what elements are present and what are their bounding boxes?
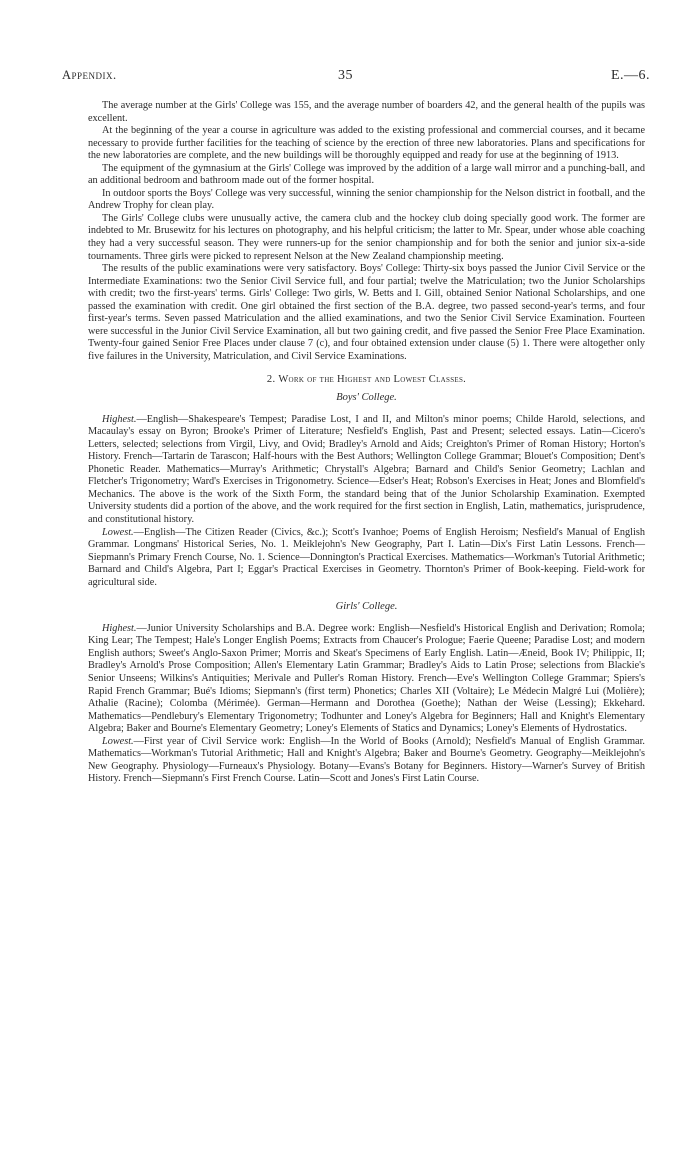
paragraph-clubs: The Girls' College clubs were unusually active, the camera club and the hockey club doing specially good work. The former are indebted to Mr. Brusewitz for his lectures on photography, and his helpful criticism; the latter to Mr. Spear, under whose able coaching they had a very successful season. They were runners-up for the senior championship and for both the senior and junior six-a-side tournaments. Three girls were picked to represent Nelson at the New Zealand championship meeting. (88, 212, 645, 262)
girls-lowest-paragraph (88, 736, 645, 786)
boys-highest-label: Highest. (102, 413, 137, 425)
document-reference: E.—6. (610, 68, 650, 83)
boys-highest-paragraph (88, 414, 645, 527)
header-appendix: Appendix. (62, 68, 117, 82)
paragraph-gymnasium: The equipment of the gymnasium at the Girls' College was improved by the addition of a large wall mirror and a punching-ball, and an additional bedroom and bathroom made out of the former hospital. (88, 162, 645, 187)
girls-college-heading: Girls' College. (335, 601, 398, 613)
section-number: 2. (266, 374, 276, 386)
paragraph-sports: In outdoor sports the Boys' College was very successful, winning the senior championship for the Nelson district in football, and the Andrew Trophy for clean play. (88, 187, 645, 212)
section-title: Work of the Highest and Lowest Classes. (278, 374, 467, 386)
girls-highest-label: Highest. (102, 622, 137, 634)
paragraph-agriculture: At the beginning of the year a course in agriculture was added to the existing professional and commercial courses, and it became necessary to provide further facilities for the teaching of science by the erection of three new laboratories. Plans and specifications for the new laboratories are complete, and the new buildings will be thoroughly equipped and ready for use at the beginning of 1913. (88, 125, 645, 162)
girls-lowest-text: —First year of Civil Service work: English—In the World of Books (Arnold); Nesfield's Manual of English Grammar. Mathematics—Workman's Tutorial Arithmetic; Hall and Knight's Algebra; Baker and Bourne's Geometry. Geography—Meiklejohn's New Geography. Physiology—Furneaux's Physiology. Botany—Evans's Botany for Beginners. History—Warner's Survey of British History. French—Siepmann's First French Course. Latin—Scott and Jones's First Latin Course. (88, 735, 645, 785)
section-heading (88, 374, 645, 387)
boys-highest-text: —English—Shakespeare's Tempest; Paradise Lost, I and II, and Milton's minor poems; Childe Harold, selections, and Macaulay's essay on Byron; Brooke's Primer of Literature; Nesfield's English, Past and Present; selected essays. Latin—Cicero's Letters, selected; selections from Virgil, Livy, and Ovid; Bradley's Arnold and Aids; Creighton's Primer of Roman History; Horton's History. French—Tartarin de Tarascon; Half-hours with the Best Authors; Wellington College Grammar; Blouet's Composition; Dent's Phonetic Reader. Mathematics—Murray's Arithmetic; Chrystall's Algebra; Barnard and Child's Senior Geometry; Lachlan and Fletcher's Trigonometry; Ward's Exercises in Trigonometry. Science—Edser's Heat; Robson's Exercises in Heat; Jones and Blomfield's Mechanics. The above is the work of the Sixth Form, the standard being that of the Junior Scholarship Examination. Exempted University students did a portion of the above, and the work required for the first section in English, Latin, mathematics, jurisprudence, and constitutional history. (88, 413, 645, 525)
boys-college-heading: Boys' College. (336, 392, 397, 404)
paragraph-examinations: The results of the public examinations were very satisfactory. Boys' College: Thirty-six boys passed the Junior Civil Service or the Intermediate Examinations: two the Senior Civil Service full, and four partial; twelve the Matriculation; two the Junior Scholarships with credit; two the first-years' terms. Girls' College: Two girls, W. Betts and I. Gill, obtained Senior National Scholarships, and one passed the examination with credit. One girl obtained the first section of the B.A. degree, two passed second-year's terms, and four first-year's terms. Seven passed Matriculation and the allied examinations, and two the Senior Civil Service Examination. Fourteen were successful in the Junior Civil Service Examination, all but two gaining credit, and five passed the Senior Free Place Examination. Twenty-four gained Senior Free Places under clause 7 (c), and four obtained extension under clause (5) 1. There were altogether only five failures in the University, Matriculation, and Civil Service Examinations. (88, 263, 645, 362)
paragraph-attendance: The average number at the Girls' College was 155, and the average number of boarders 42, and the general health of the pupils was excellent. (88, 100, 645, 124)
page-number: 35 (338, 68, 353, 83)
page-body (88, 100, 645, 786)
boys-lowest-text: —English—The Citizen Reader (Civics, &c.); Scott's Ivanhoe; Poems of English Heroism; Nesfield's Manual of English Grammar. Longmans' Historical Series, No. 1. Meiklejohn's New Geography, Part I. Latin—Dix's First Latin Lessons. French—Siepmann's Primary French Course, No. 1. Science—Donnington's Practical Exercises. Mathematics—Workman's Tutorial Arithmetic; Barnard and Child's Algebra, Part I; Eggar's Practical Exercises in Geometry. Thornton's Primer of Book-keeping. Field-work for agricultural side. (88, 526, 645, 588)
boys-lowest-label: Lowest. (102, 526, 134, 538)
boys-lowest-paragraph (88, 527, 645, 590)
page-header (62, 68, 650, 84)
girls-lowest-label: Lowest. (102, 735, 134, 747)
girls-highest-text: —Junior University Scholarships and B.A. Degree work: English—Nesfield's Historical English and Derivation; Romola; King Lear; The Tempest; Hale's Longer English Poems; Extracts from Chaucer's Prologue; Faerie Queene; Paradise Lost; and modern English authors; Sweet's Anglo-Saxon Primer; Morris and Skeat's Specimens of Early English. Latin—Æneid, Book IV; Philippic, II; Bradley's Arnold's Prose Composition; Allen's Elementary Latin Grammar; Bradley's Aids to Latin Prose; selections from Blackie's Senior Unseens; Wilkins's Antiquities; Merivale and Puller's Roman History. French—Eve's Wellington College Grammar; Spiers's Rapid French Grammar; Bué's Idioms; Siepmann's (first term) Phonetics; Charles XII (Voltaire); Le Médecin Malgré Lui (Molière); Athalie (Racine); Colomba (Mérimée). German—Hermann and Dorothea (Goethe); Nathan der Weise (Lessing); Ekkehard. Mathematics—Pendlebury's Elementary Trigonometry; Todhunter and Loney's Algebra for Beginners; Hall and Knight's Elementary Algebra; Baker and Bourne's Elementary Geometry; Loney's Elements of Statics and Dynamics; Loney's Elements of Hydrostatics. (88, 622, 645, 735)
girls-highest-paragraph (88, 623, 645, 736)
